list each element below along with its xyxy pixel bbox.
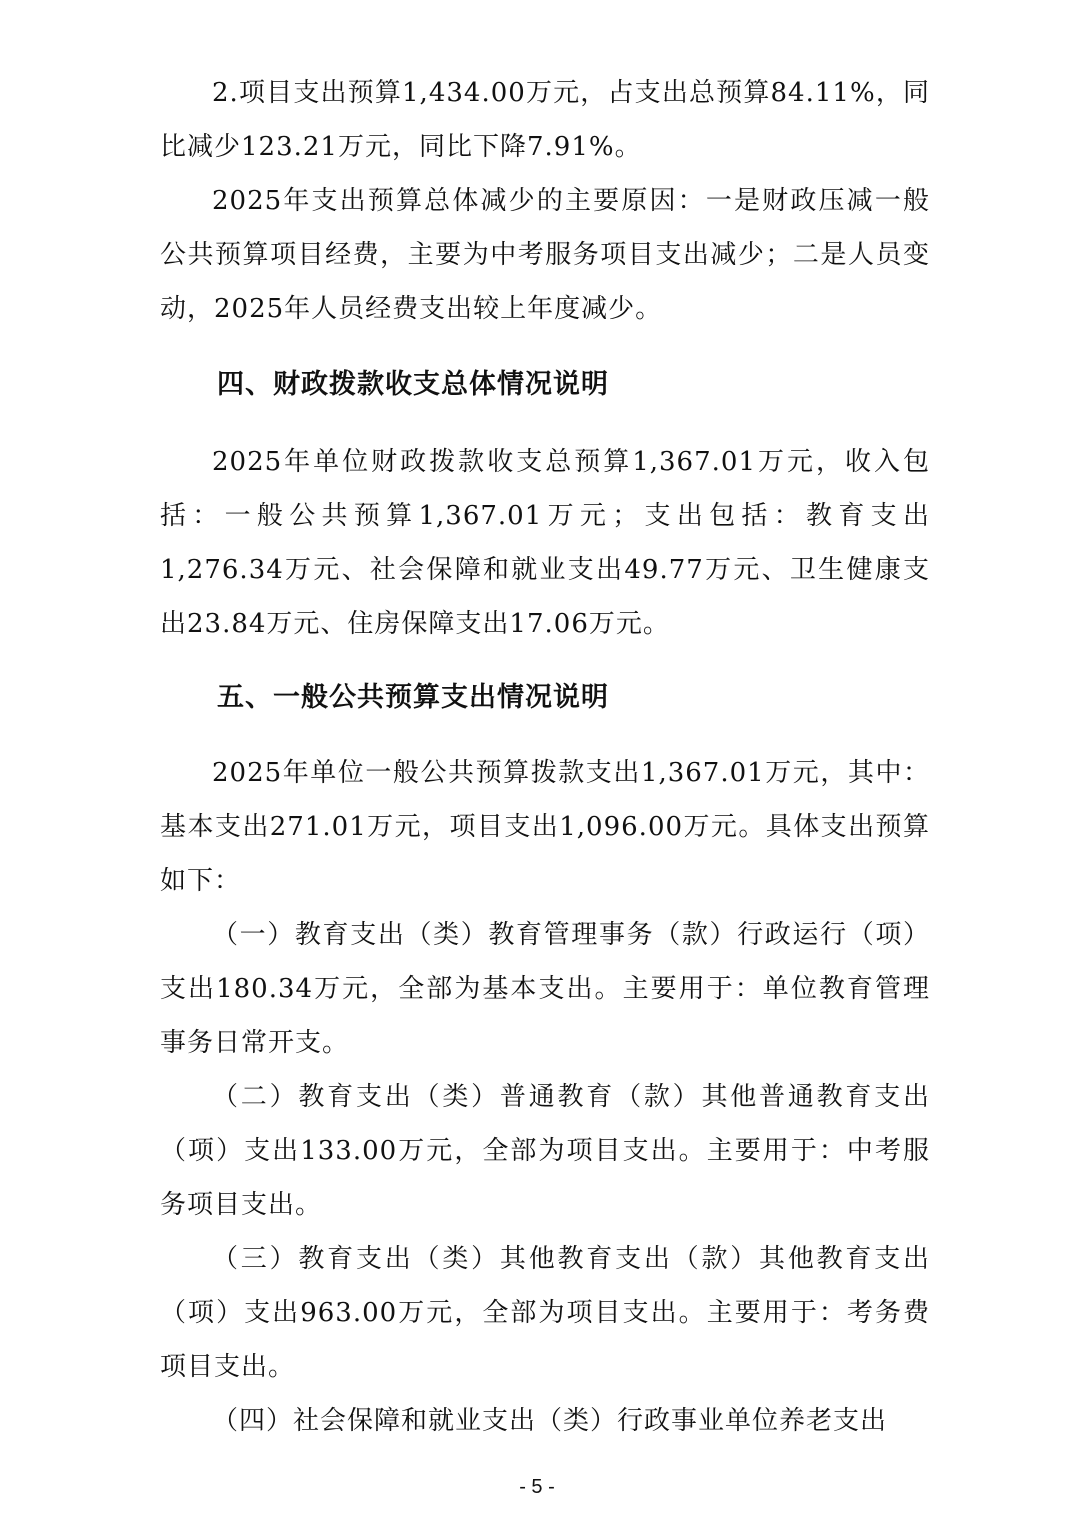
page-number: - 5 - <box>519 1476 555 1498</box>
paragraph-fiscal-allocation: 2025年单位财政拨款收支总预算1,367.01万元，收入包括：一般公共预算1,367.01万元；支出包括：教育支出1,276.34万元、社会保障和就业支出49.77万元、卫生健康支出23.84万元、住房保障支出17.06万元。 <box>160 447 930 639</box>
paragraph-project-expenditure: 2.项目支出预算1,434.00万元，占支出总预算84.11%，同比减少123.21万元，同比下降7.91%。 <box>160 78 930 162</box>
section-heading-four: 四、财政拨款收支总体情况说明 <box>217 369 609 400</box>
section-heading-five: 五、一般公共预算支出情况说明 <box>217 682 609 713</box>
paragraph-general-budget: 2025年单位一般公共预算拨款支出1,367.01万元，其中：基本支出271.01万元，项目支出1,096.00万元。具体支出预算如下： <box>160 758 930 896</box>
paragraph-decrease-reasons: 2025年支出预算总体减少的主要原因：一是财政压减一般公共预算项目经费，主要为中考服务项目支出减少；二是人员变动，2025年人员经费支出较上年度减少。 <box>160 186 930 324</box>
paragraph-item-two: （二）教育支出（类）普通教育（款）其他普通教育支出（项）支出133.00万元，全部为项目支出。主要用于：中考服务项目支出。 <box>160 1082 930 1220</box>
paragraph-item-four: （四）社会保障和就业支出（类）行政事业单位养老支出 <box>212 1406 888 1436</box>
paragraph-item-three: （三）教育支出（类）其他教育支出（款）其他教育支出（项）支出963.00万元，全部为项目支出。主要用于：考务费项目支出。 <box>160 1244 930 1382</box>
paragraph-item-one: （一）教育支出（类）教育管理事务（款）行政运行（项）支出180.34万元，全部为基本支出。主要用于：单位教育管理事务日常开支。 <box>160 920 930 1058</box>
